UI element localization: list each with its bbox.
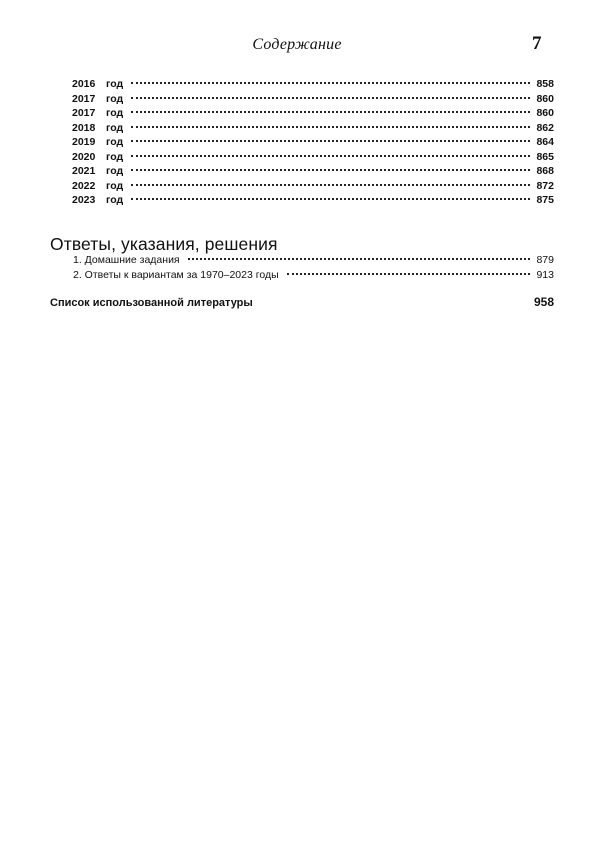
toc-entry-year: 2022 xyxy=(72,179,96,192)
dot-leader xyxy=(131,184,530,186)
toc-entry-page: 872 xyxy=(536,179,554,192)
toc-entry-label xyxy=(72,77,123,92)
toc-entry-2017[interactable] xyxy=(72,92,554,107)
toc-entry-label xyxy=(72,121,123,136)
dot-leader xyxy=(131,82,530,84)
toc-entry-2023[interactable] xyxy=(72,193,554,208)
toc-entry-year: 2017 xyxy=(72,92,96,105)
toc-entry-page: 913 xyxy=(536,269,554,281)
toc-entry-page: 879 xyxy=(536,254,554,266)
dot-leader xyxy=(131,198,530,200)
toc-entry-year: 2023 xyxy=(72,194,96,206)
page-number: 7 xyxy=(532,33,542,54)
toc-entry-page: 865 xyxy=(536,150,554,163)
dot-leader xyxy=(131,140,530,142)
toc-entry-year: 2016 xyxy=(72,78,96,90)
toc-entry-word: год xyxy=(106,136,124,148)
toc-entry-label xyxy=(72,92,123,107)
toc-entry-page: 958 xyxy=(533,295,554,309)
toc-entry-label xyxy=(72,164,123,179)
toc-entry-label: 2. Ответы к вариантам за 1970–2023 годы xyxy=(73,269,279,281)
toc-entry-page: 868 xyxy=(536,165,554,177)
answers-entries xyxy=(73,253,554,283)
toc-entry-label xyxy=(72,135,123,150)
toc-entry-year: 2019 xyxy=(72,136,96,148)
toc-entry-word: год xyxy=(106,194,124,206)
toc-entry-2021[interactable] xyxy=(72,164,554,179)
toc-entry-2019[interactable] xyxy=(72,135,554,150)
toc-entry-2017-repeat[interactable] xyxy=(72,106,554,121)
toc-entry-2016[interactable] xyxy=(72,77,554,92)
toc-entry-page: 860 xyxy=(536,92,554,105)
toc-entry-2018[interactable] xyxy=(72,121,554,136)
toc-entry-year: 2017 xyxy=(72,107,96,119)
toc-entry-word: год xyxy=(106,150,124,163)
dot-leader xyxy=(287,273,531,275)
section-heading-answers: Ответы, указания, решения xyxy=(50,234,278,254)
dot-leader xyxy=(188,258,531,260)
toc-entry-word: год xyxy=(106,107,124,119)
toc-entry-word: год xyxy=(106,179,124,192)
dot-leader xyxy=(131,169,530,171)
toc-entry-page: 864 xyxy=(536,136,554,148)
toc-entry-label xyxy=(72,179,123,194)
year-entries xyxy=(72,77,554,208)
toc-entry-word: год xyxy=(106,165,124,177)
toc-entry-year: 2020 xyxy=(72,150,96,163)
toc-entry-2020[interactable] xyxy=(72,150,554,165)
dot-leader xyxy=(131,155,530,157)
toc-entry-homework[interactable] xyxy=(73,253,554,268)
dot-leader xyxy=(131,111,530,113)
toc-entry-label: 1. Домашние задания xyxy=(73,254,180,266)
toc-entry-year: 2018 xyxy=(72,121,96,134)
toc-entry-page: 875 xyxy=(536,194,554,206)
toc-entry-word: год xyxy=(106,121,124,134)
toc-entry-label xyxy=(72,193,123,208)
toc-entry-2022[interactable] xyxy=(72,179,554,194)
dot-leader xyxy=(131,126,530,128)
dot-leader xyxy=(131,97,530,99)
toc-entry-bibliography[interactable] xyxy=(50,295,554,309)
toc-entry-word: год xyxy=(106,92,124,105)
toc-entry-label xyxy=(72,106,123,121)
toc-entry-page: 858 xyxy=(536,78,554,90)
toc-entry-label xyxy=(72,150,123,165)
toc-entry-page: 860 xyxy=(536,107,554,119)
running-head: Содержание xyxy=(252,36,342,53)
toc-entry-word: год xyxy=(106,78,124,90)
toc-entry-page: 862 xyxy=(536,121,554,134)
toc-entry-label: Список использованной литературы xyxy=(50,297,253,309)
toc-entry-variant-answers[interactable] xyxy=(73,268,554,283)
toc-entry-year: 2021 xyxy=(72,165,96,177)
